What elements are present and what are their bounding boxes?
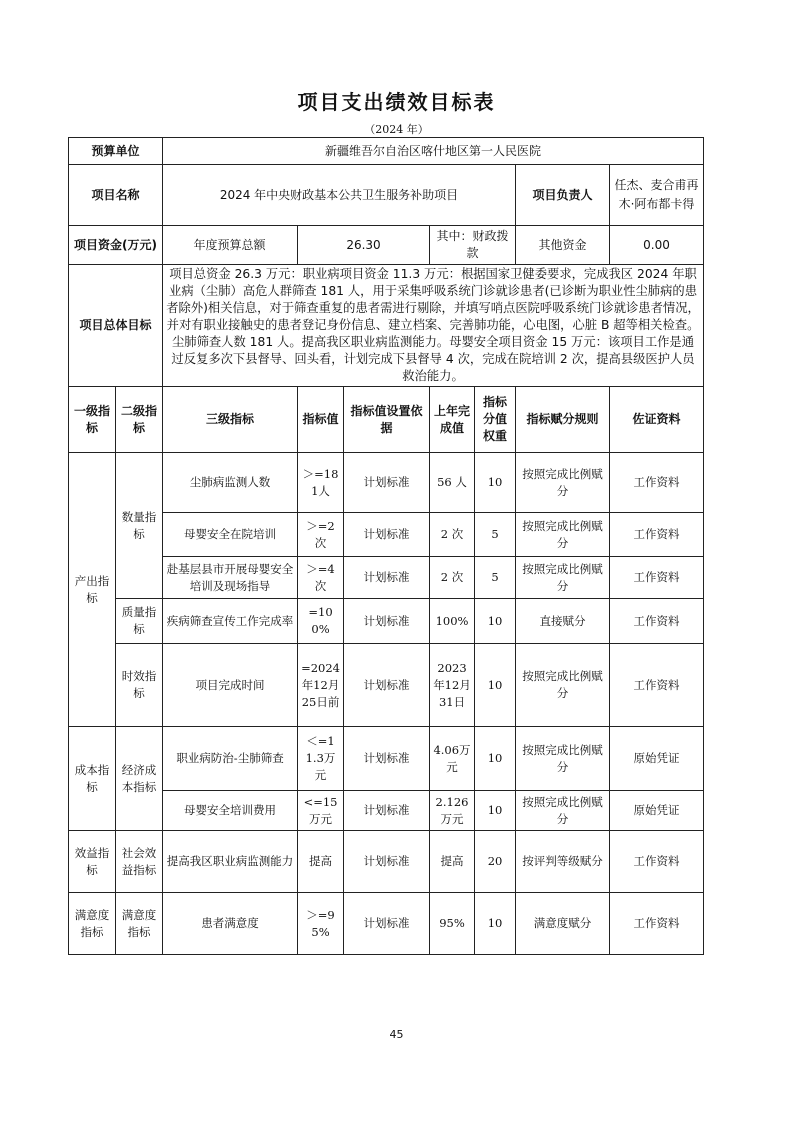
basis-cell: 计划标准 <box>344 557 430 599</box>
weight-cell: 10 <box>475 893 516 955</box>
evidence-cell: 工作资料 <box>610 557 704 599</box>
table-row <box>69 791 704 831</box>
group-econ: 经济成本指标 <box>116 727 163 831</box>
group-output: 产出指标 <box>69 453 116 727</box>
year-label: （2024 年） <box>364 123 429 136</box>
other-label: 其他资金 <box>516 226 610 265</box>
rule-cell: 按照完成比例赋分 <box>516 513 610 557</box>
last-cell: 2 次 <box>430 513 475 557</box>
l3-cell: 疾病筛查宣传工作完成率 <box>163 599 298 644</box>
table-row <box>69 453 704 513</box>
rule-cell: 满意度赋分 <box>516 893 610 955</box>
l3-cell: 项目完成时间 <box>163 644 298 727</box>
value-cell: ＞=181人 <box>298 453 344 513</box>
rule-cell: 按照完成比例赋分 <box>516 453 610 513</box>
evidence-cell: 工作资料 <box>610 644 704 727</box>
header-last: 上年完成值 <box>430 387 475 453</box>
goal-label: 项目总体目标 <box>69 265 163 387</box>
weight-cell: 20 <box>475 831 516 893</box>
header-row <box>69 387 704 453</box>
weight-cell: 10 <box>475 453 516 513</box>
value-cell: ＜=11.3万元 <box>298 727 344 791</box>
table-row <box>69 599 704 644</box>
basis-cell: 计划标准 <box>344 644 430 727</box>
table-row <box>69 831 704 893</box>
project-row <box>69 165 704 226</box>
value-cell: ＞=2次 <box>298 513 344 557</box>
weight-cell: 5 <box>475 557 516 599</box>
value-cell: =100% <box>298 599 344 644</box>
rule-cell: 按评判等级赋分 <box>516 831 610 893</box>
basis-cell: 计划标准 <box>344 513 430 557</box>
last-cell: 2 次 <box>430 557 475 599</box>
l3-cell: 母婴安全在院培训 <box>163 513 298 557</box>
table-row <box>69 513 704 557</box>
unit-value: 新疆维吾尔自治区喀什地区第一人民医院 <box>163 138 704 165</box>
project-value: 2024 年中央财政基本公共卫生服务补助项目 <box>163 165 516 226</box>
fiscal-label: 其中：财政拨款 <box>430 226 516 265</box>
evidence-cell: 原始凭证 <box>610 727 704 791</box>
unit-row <box>69 138 704 165</box>
header-l2: 二级指标 <box>116 387 163 453</box>
unit-label: 预算单位 <box>69 138 163 165</box>
basis-cell: 计划标准 <box>344 599 430 644</box>
evidence-cell: 工作资料 <box>610 599 704 644</box>
group-quantity: 数量指标 <box>116 453 163 599</box>
leader-label: 项目负责人 <box>516 165 610 226</box>
table-row <box>69 893 704 955</box>
basis-cell: 计划标准 <box>344 727 430 791</box>
last-cell: 提高 <box>430 831 475 893</box>
value-cell: =2024年12月25日前 <box>298 644 344 727</box>
rule-cell: 按照完成比例赋分 <box>516 557 610 599</box>
goal-text: 项目总资金 26.3 万元：职业病项目资金 11.3 万元：根据国家卫健委要求，完成我区 2024 年职业病（尘肺）高危人群筛查 181 人，用于采集呼吸系统门诊就诊患者(已诊断为职业性尘肺病的患者除外)相关信息，对于筛查重复的患者需进行剔除，并填写哨点医院呼吸系统门诊就诊患者情况，并对有职业接触史的患者登记身份信息、建立档案、完善肺功能，心电图，心脏 B 超等相关检查。尘肺筛查人数 181 人。提高我区职业病监测能力。母婴安全项目资金 15 万元：该项目工作是通过反复多次下县督导、回头看，计划完成下县督导 4 次，完成在院培训 2 次，提高县级医护人员救治能力。 <box>163 265 704 387</box>
header-evidence: 佐证资料 <box>610 387 704 453</box>
funds-row <box>69 226 704 265</box>
goal-row <box>69 265 704 387</box>
page-title: 项目支出绩效目标表 <box>297 90 496 114</box>
basis-cell: 计划标准 <box>344 893 430 955</box>
weight-cell: 10 <box>475 599 516 644</box>
leader-value: 任杰、麦合甫再木·阿布都卡得 <box>610 165 704 226</box>
header-l1: 一级指标 <box>69 387 116 453</box>
weight-cell: 5 <box>475 513 516 557</box>
header-l3: 三级指标 <box>163 387 298 453</box>
header-basis: 指标值设置依据 <box>344 387 430 453</box>
basis-cell: 计划标准 <box>344 831 430 893</box>
group-social: 社会效益指标 <box>116 831 163 893</box>
group-benefit: 效益指标 <box>69 831 116 893</box>
rule-cell: 按照完成比例赋分 <box>516 727 610 791</box>
group-satisfaction-2: 满意度指标 <box>116 893 163 955</box>
last-cell: 56 人 <box>430 453 475 513</box>
other-value: 0.00 <box>610 226 704 265</box>
l3-cell: 母婴安全培训费用 <box>163 791 298 831</box>
header-rule: 指标赋分规则 <box>516 387 610 453</box>
annual-value: 26.30 <box>298 226 430 265</box>
value-cell: ＞=4次 <box>298 557 344 599</box>
last-cell: 95% <box>430 893 475 955</box>
l3-cell: 尘肺病监测人数 <box>163 453 298 513</box>
evidence-cell: 工作资料 <box>610 893 704 955</box>
group-time: 时效指标 <box>116 644 163 727</box>
evidence-cell: 工作资料 <box>610 453 704 513</box>
l3-cell: 患者满意度 <box>163 893 298 955</box>
funds-label: 项目资金(万元) <box>69 226 163 265</box>
rule-cell: 直接赋分 <box>516 599 610 644</box>
weight-cell: 10 <box>475 644 516 727</box>
evidence-cell: 原始凭证 <box>610 791 704 831</box>
header-weight: 指标分值权重 <box>475 387 516 453</box>
page-number: 45 <box>389 1028 404 1041</box>
annual-label: 年度预算总额 <box>163 226 298 265</box>
l3-cell: 赴基层县市开展母婴安全培训及现场指导 <box>163 557 298 599</box>
evidence-cell: 工作资料 <box>610 831 704 893</box>
performance-table <box>68 137 704 955</box>
last-cell: 2023年12月31日 <box>430 644 475 727</box>
project-label: 项目名称 <box>69 165 163 226</box>
evidence-cell: 工作资料 <box>610 513 704 557</box>
basis-cell: 计划标准 <box>344 791 430 831</box>
table-row <box>69 727 704 791</box>
l3-cell: 提高我区职业病监测能力 <box>163 831 298 893</box>
last-cell: 4.06万元 <box>430 727 475 791</box>
last-cell: 2.126万元 <box>430 791 475 831</box>
header-value: 指标值 <box>298 387 344 453</box>
table-row <box>69 557 704 599</box>
last-cell: 100% <box>430 599 475 644</box>
group-quality: 质量指标 <box>116 599 163 644</box>
group-cost: 成本指标 <box>69 727 116 831</box>
l3-cell: 职业病防治-尘肺筛查 <box>163 727 298 791</box>
table-row <box>69 644 704 727</box>
value-cell: ＞=95% <box>298 893 344 955</box>
rule-cell: 按照完成比例赋分 <box>516 791 610 831</box>
value-cell: 提高 <box>298 831 344 893</box>
basis-cell: 计划标准 <box>344 453 430 513</box>
weight-cell: 10 <box>475 727 516 791</box>
group-satisfaction: 满意度指标 <box>69 893 116 955</box>
weight-cell: 10 <box>475 791 516 831</box>
rule-cell: 按照完成比例赋分 <box>516 644 610 727</box>
value-cell: <=15万元 <box>298 791 344 831</box>
